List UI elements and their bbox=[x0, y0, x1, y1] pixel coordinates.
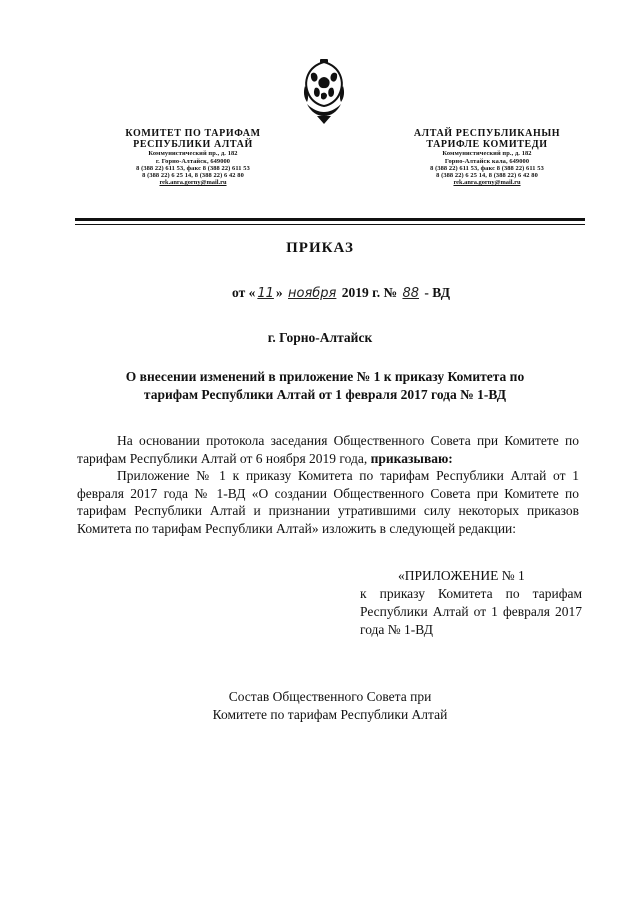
order-day-handwritten: 11 bbox=[257, 286, 274, 301]
appendix-block bbox=[360, 567, 582, 639]
coat-of-arms-emblem bbox=[297, 58, 351, 128]
org-address: г. Горно-Алтайск, 649000 bbox=[155, 157, 231, 165]
org-phones: 8 (388 22) 6 25 14, 8 (388 22) 6 42 80 bbox=[436, 171, 538, 179]
order-verb: приказываю: bbox=[370, 450, 453, 466]
header-divider-thick bbox=[75, 218, 585, 221]
paragraph-appendix-change: Приложение № 1 к приказу Комитета по тарифам Республики Алтай от 1 февраля 2017 года № 1-ВД «О создании Общественного Совета при Комитете по тарифам Республики Алтай и признании утратившими силу некоторых приказов Комитета по тарифам Республики Алтай» изложить в следующей редакции: bbox=[77, 468, 579, 536]
order-prefix: от « bbox=[232, 285, 256, 300]
council-composition-heading bbox=[0, 688, 640, 724]
org-email: rek.anra.gorny@mail.ru bbox=[453, 179, 521, 187]
document-title: ПРИКАЗ bbox=[286, 240, 354, 256]
paragraph-basis bbox=[77, 432, 579, 467]
org-phones: 8 (388 22) 611 53, факс 8 (388 22) 611 53 bbox=[136, 164, 250, 172]
paragraph-basis-text: На основании протокола заседания Общественного Совета при Комитете по тарифам Республики Алтай от 6 ноября 2019 года, bbox=[77, 433, 579, 466]
order-number-handwritten: 88 bbox=[402, 286, 419, 301]
order-month-handwritten: ноября bbox=[288, 286, 337, 301]
header-right-block bbox=[382, 128, 592, 186]
order-mid: » bbox=[275, 285, 283, 300]
org-address: Горно-Алтайск кала, 649000 bbox=[444, 157, 530, 165]
org-name-line: КОМИТЕТ ПО ТАРИФАМ bbox=[125, 128, 261, 139]
header-left-block bbox=[88, 128, 298, 186]
appendix-reference: к приказу Комитета по тарифам Республики Алтай от 1 февраля 2017 года № 1-ВД bbox=[360, 586, 582, 637]
org-email: rek.anra.gorny@mail.ru bbox=[159, 179, 227, 187]
appendix-title: «ПРИЛОЖЕНИЕ № 1 bbox=[398, 568, 525, 583]
org-name-line: АЛТАЙ РЕСПУБЛИКАНЫН bbox=[413, 128, 561, 139]
order-subject: О внесении изменений в приложение № 1 к приказу Комитета по тарифам Республики Алтай от 1 февраля 2017 года № 1-ВД bbox=[125, 369, 525, 402]
composition-line: Комитете по тарифам Республики Алтай bbox=[212, 707, 448, 722]
org-address: Коммунистический пр., д. 182 bbox=[148, 150, 238, 158]
city-line: г. Горно-Алтайск bbox=[267, 330, 373, 345]
org-phones: 8 (388 22) 611 53, факс 8 (388 22) 611 53 bbox=[430, 164, 544, 172]
order-date-number bbox=[232, 285, 450, 301]
org-phones: 8 (388 22) 6 25 14, 8 (388 22) 6 42 80 bbox=[142, 171, 244, 179]
composition-line: Состав Общественного Совета при bbox=[228, 689, 432, 704]
org-address: Коммунистический пр., д. 182 bbox=[442, 150, 532, 158]
order-year: 2019 г. № bbox=[341, 285, 398, 300]
order-suffix: - ВД bbox=[424, 285, 451, 300]
header-divider-thin bbox=[75, 224, 585, 225]
order-body bbox=[77, 432, 579, 537]
org-name-line: РЕСПУБЛИКИ АЛТАЙ bbox=[133, 139, 253, 151]
org-name-line: ТАРИФЛЕ КОМИТЕДИ bbox=[426, 139, 548, 151]
